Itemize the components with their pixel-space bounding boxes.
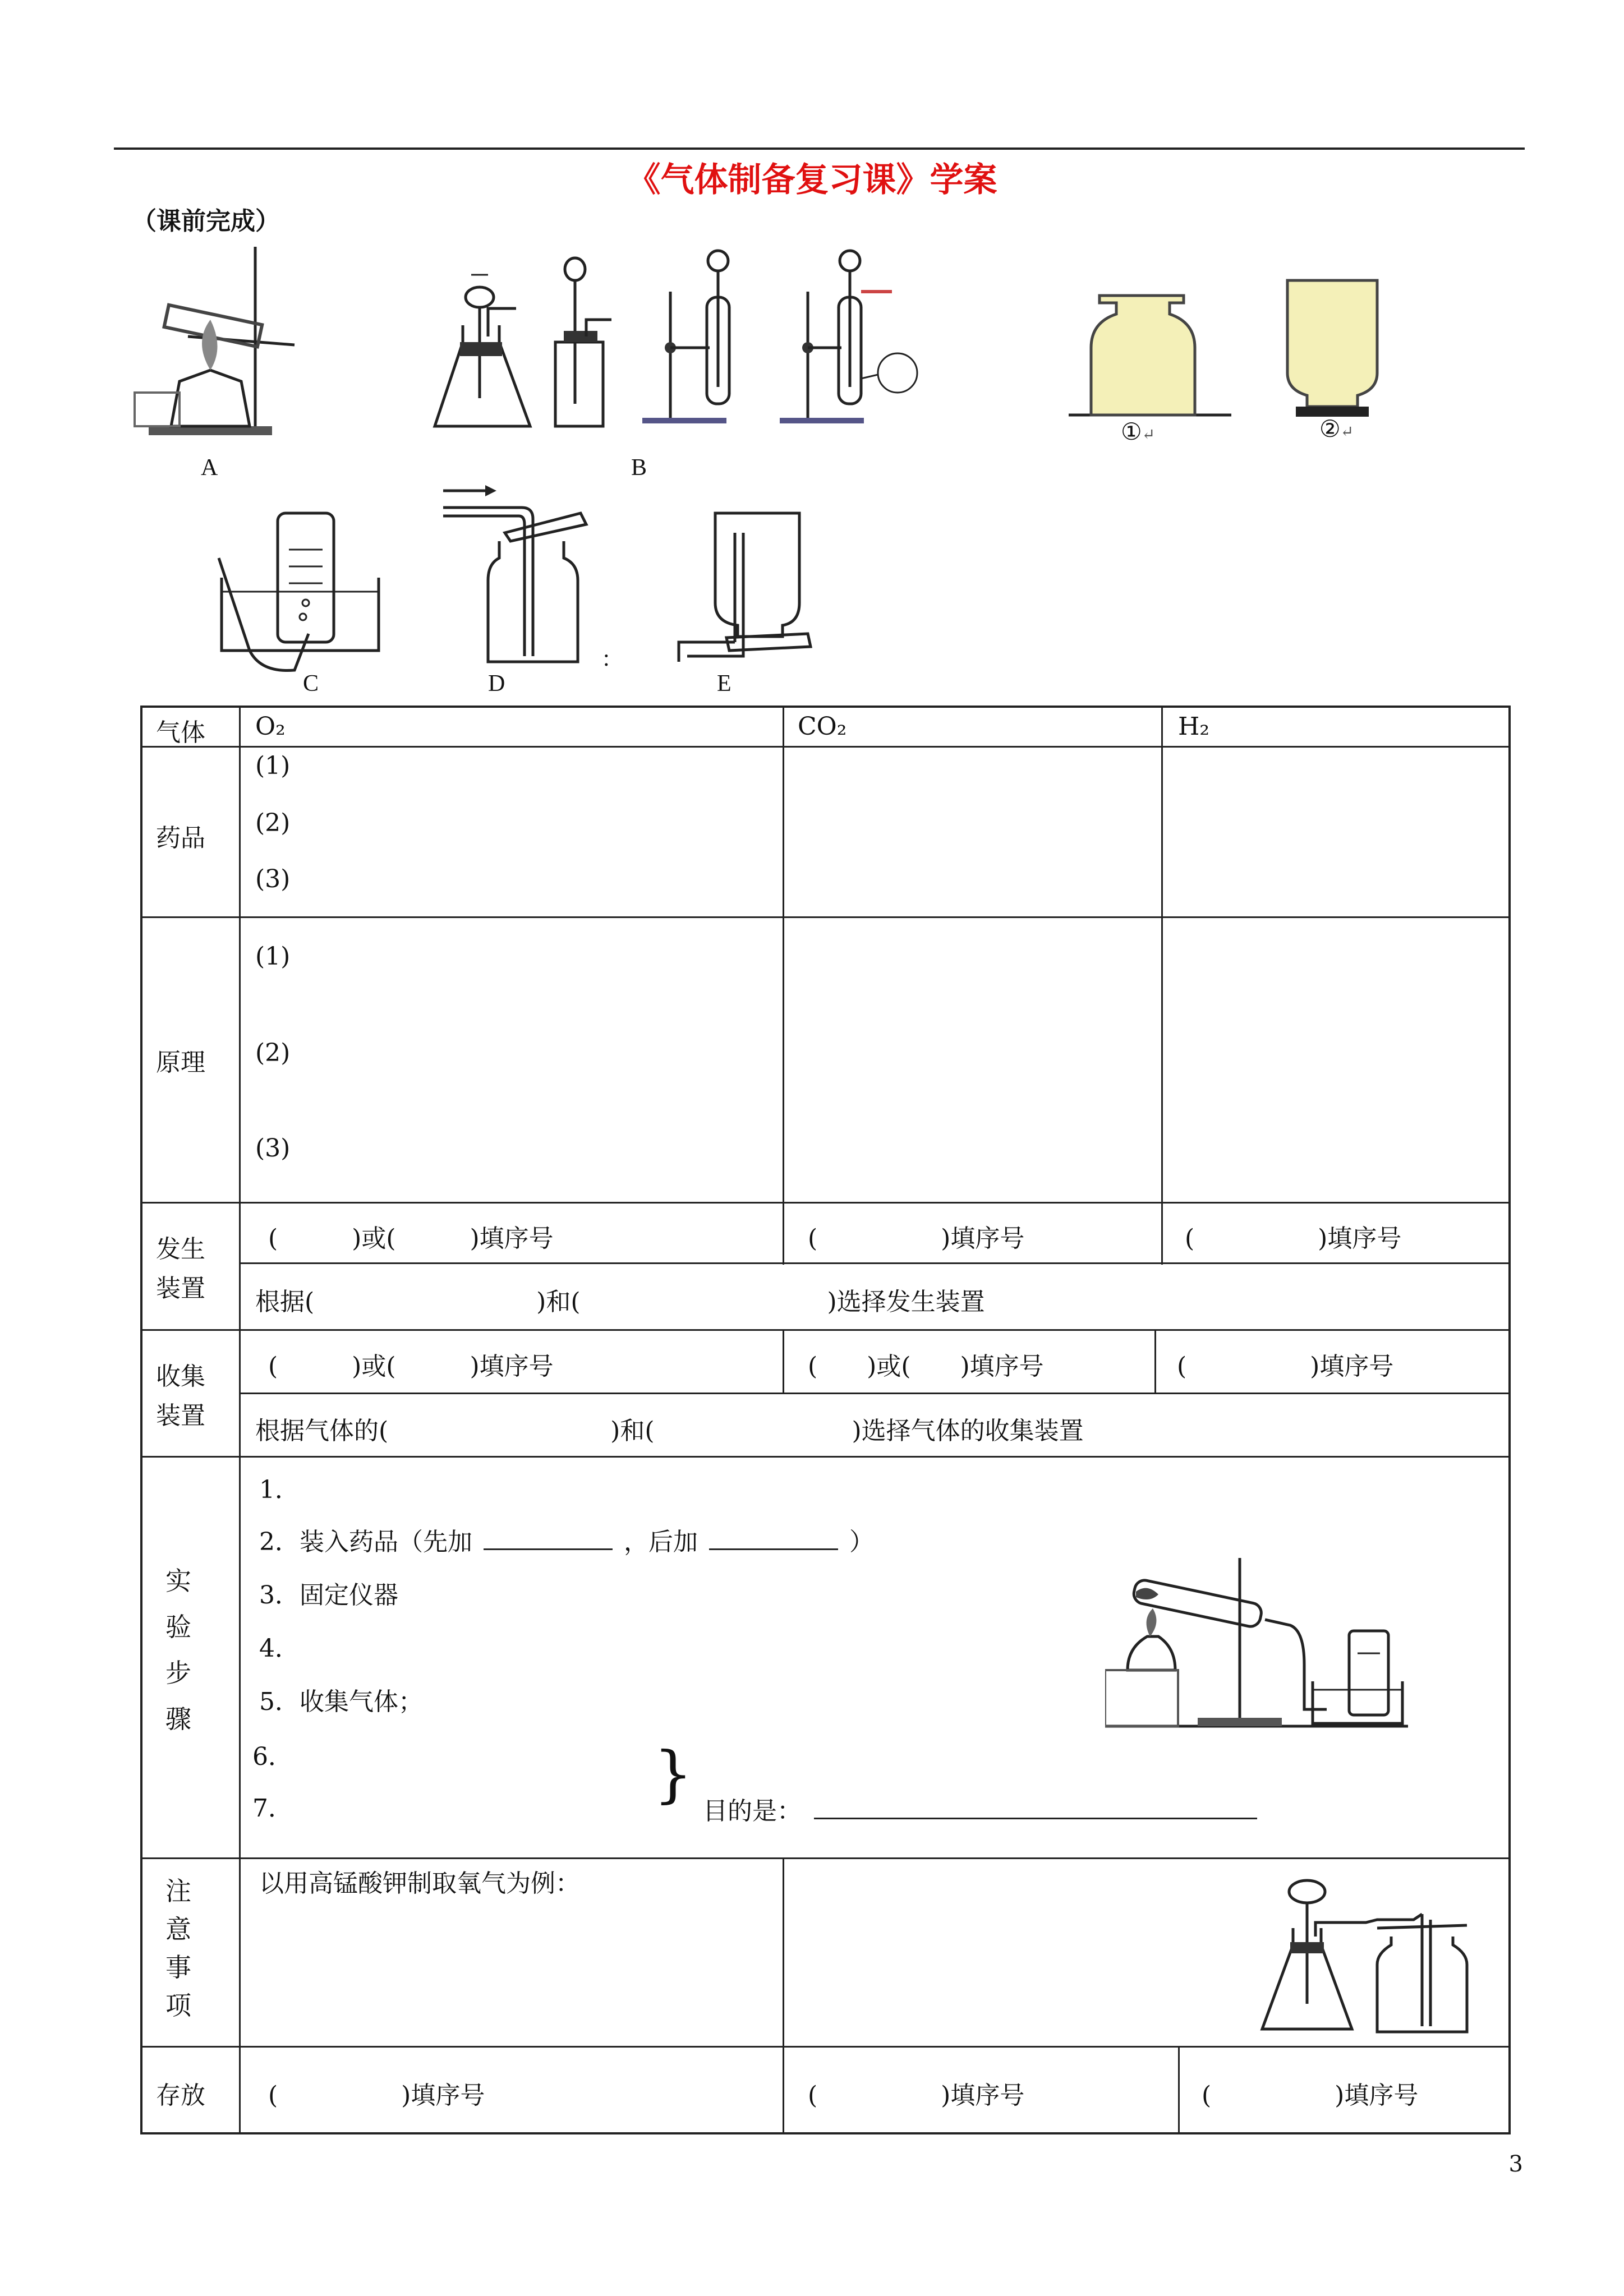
drugs-o2-item-2: (2) — [255, 809, 291, 837]
header-gas: 气体 — [156, 718, 205, 747]
generator-o2: ( )或( )填序号 — [268, 1224, 554, 1253]
collector-basis: 根据气体的( )和( )选择气体的收集装置 — [255, 1417, 1084, 1445]
apparatus-d-figure — [438, 482, 606, 667]
gas-prep-table — [140, 706, 1511, 2134]
header-o2: O₂ — [255, 712, 286, 741]
apparatus-c-figure — [210, 505, 390, 679]
kmno4-setup-figure — [1105, 1552, 1408, 1737]
header-rule — [114, 147, 1525, 150]
storage-h2: ( )填序号 — [1202, 2081, 1419, 2110]
apparatus-e-figure — [670, 508, 816, 670]
principle-o2-item-2: (2) — [255, 1039, 291, 1067]
step-6: 6． — [252, 1742, 293, 1771]
label-e: E — [717, 671, 732, 697]
bottle-1-figure — [1069, 283, 1237, 429]
collector-h2: ( )填序号 — [1177, 1352, 1394, 1381]
step-7: 7． — [252, 1794, 293, 1823]
flask-bottle-figure — [1254, 1875, 1478, 2037]
label-c: C — [303, 671, 319, 697]
principle-o2-item-1: (1) — [255, 942, 291, 971]
label-a: A — [201, 455, 218, 481]
row-label-steps: 实 验 步 骤 — [165, 1566, 191, 1734]
storage-o2: ( )填序号 — [268, 2081, 485, 2110]
generator-basis: 根据( )和( )选择发生装置 — [255, 1288, 985, 1316]
row-label-notes: 注 意 事 项 — [165, 1876, 191, 2021]
row-label-storage: 存放 — [156, 2081, 205, 2110]
generator-h2: ( )填序号 — [1185, 1224, 1402, 1253]
storage-co2: ( )填序号 — [808, 2081, 1025, 2110]
step-4: 4． — [259, 1634, 300, 1663]
principle-o2-item-3: (3) — [255, 1134, 291, 1163]
step-2: 2．装入药品（先加 ，后加 ） — [259, 1528, 874, 1556]
label-circle-1: ①↵ — [1121, 419, 1156, 445]
collector-o2: ( )或( )填序号 — [268, 1352, 554, 1381]
row-label-principle: 原理 — [156, 1048, 205, 1077]
bottle-2-figure — [1265, 275, 1400, 432]
step-1: 1． — [259, 1476, 300, 1504]
header-co2: CO₂ — [798, 712, 847, 741]
step-5: 5．收集气体； — [259, 1688, 423, 1716]
drugs-o2-item-1: (1) — [255, 751, 291, 780]
row-label-generator: 发生装置 — [156, 1235, 205, 1303]
row-label-drugs: 药品 — [156, 824, 205, 852]
header-h2: H₂ — [1178, 712, 1210, 741]
apparatus-b-figure — [426, 247, 931, 437]
label-d: D — [488, 671, 505, 697]
page-subtitle: （课前完成） — [132, 207, 280, 236]
steps-purpose: 目的是： — [703, 1791, 1257, 1827]
page-number: 3 — [1508, 2151, 1523, 2177]
colon-mark: : — [603, 646, 610, 671]
collector-co2: ( )或( )填序号 — [808, 1352, 1044, 1381]
row-label-collector: 收集装置 — [156, 1362, 205, 1430]
apparatus-a-figure — [126, 241, 407, 437]
notes-o2: 以用高锰酸钾制取氧气为例： — [259, 1869, 580, 1898]
generator-co2: ( )填序号 — [808, 1224, 1025, 1253]
label-circle-2: ②↵ — [1319, 417, 1354, 442]
page-title: 《气体制备复习课》学案 — [627, 160, 997, 200]
step-3: 3．固定仪器 — [259, 1581, 398, 1610]
drugs-o2-item-3: (3) — [255, 865, 291, 893]
label-b: B — [631, 455, 647, 481]
steps-brace: } — [654, 1738, 693, 1810]
